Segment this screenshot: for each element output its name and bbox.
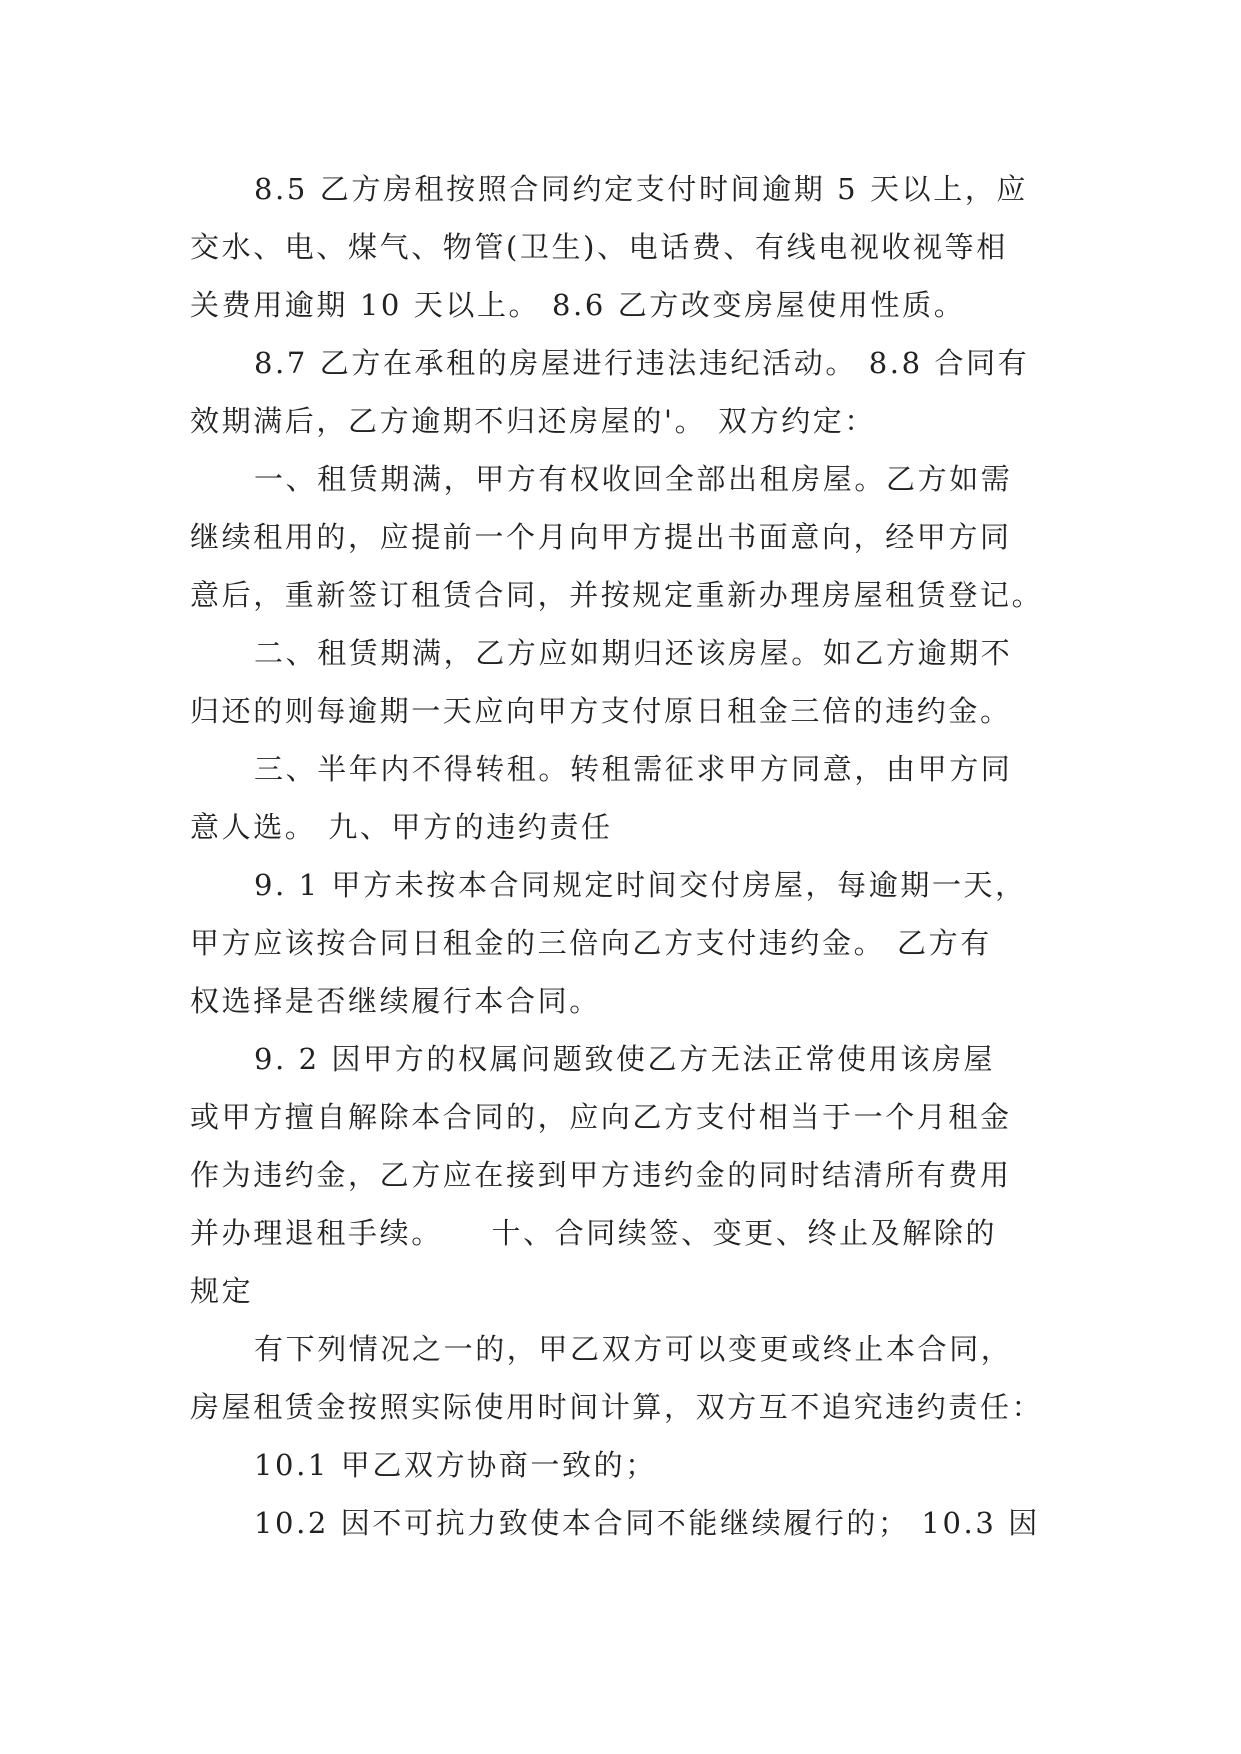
- paragraph-line-8-6: 关费用逾期 10 天以上。 8.6 乙方改变房屋使用性质。: [190, 288, 966, 322]
- paragraph-line-clause-3: 三、半年内不得转租。转租需征求甲方同意，由甲方同: [254, 752, 1013, 786]
- paragraph-line: 权选择是否继续履行本合同。: [190, 984, 601, 1018]
- paragraph-line: 规定: [190, 1274, 254, 1308]
- paragraph-line: 房屋租赁金按照实际使用时间计算，双方互不追究违约责任：: [190, 1390, 1044, 1424]
- paragraph-line: 或甲方擅自解除本合同的，应向乙方支付相当于一个月租金: [190, 1100, 1012, 1134]
- paragraph-line-conditions: 有下列情况之一的，甲乙双方可以变更或终止本合同，: [254, 1332, 1013, 1366]
- paragraph-line-10-1: 10.1 甲乙双方协商一致的；: [254, 1448, 657, 1482]
- paragraph-line-8-5: 8.5 乙方房租按照合同约定支付时间逾期 5 天以上，应: [254, 172, 1029, 206]
- paragraph-line-8-7: 8.7 乙方在承租的房屋进行违法违纪活动。 8.8 合同有: [254, 346, 1030, 380]
- paragraph-line: 意后，重新签订租赁合同，并按规定重新办理房屋租赁登记。: [190, 578, 1044, 612]
- paragraph-line: 作为违约金，乙方应在接到甲方违约金的同时结清所有费用: [190, 1158, 1012, 1192]
- contract-text-body: [190, 160, 1070, 1552]
- paragraph-line-9-1: 9. 1 甲方未按本合同规定时间交付房屋，每逾期一天，: [254, 868, 1027, 902]
- paragraph-line-clause-2: 二、租赁期满，乙方应如期归还该房屋。如乙方逾期不: [254, 636, 1013, 670]
- paragraph-line-clause-1: 一、租赁期满，甲方有权收回全部出租房屋。乙方如需: [254, 462, 1013, 496]
- section-heading-nine: 意人选。 九、甲方的违约责任: [190, 810, 613, 844]
- paragraph-line: 甲方应该按合同日租金的三倍向乙方支付违约金。 乙方有: [190, 926, 992, 960]
- paragraph-line: 效期满后，乙方逾期不归还房屋的'。 双方约定：: [190, 404, 876, 438]
- paragraph-line: 继续租用的，应提前一个月向甲方提出书面意向，经甲方同: [190, 520, 1012, 554]
- paragraph-line: 归还的则每逾期一天应向甲方支付原日租金三倍的违约金。: [190, 694, 1012, 728]
- section-heading-ten: 并办理退租手续。 十、合同续签、变更、终止及解除的: [190, 1216, 998, 1250]
- paragraph-line: 交水、电、煤气、物管(卫生)、电话费、有线电视收视等相: [190, 230, 1008, 264]
- paragraph-line-10-2: 10.2 因不可抗力致使本合同不能继续履行的； 10.3 因: [254, 1506, 1040, 1540]
- paragraph-line-9-2: 9. 2 因甲方的权属问题致使乙方无法正常使用该房屋: [254, 1042, 996, 1076]
